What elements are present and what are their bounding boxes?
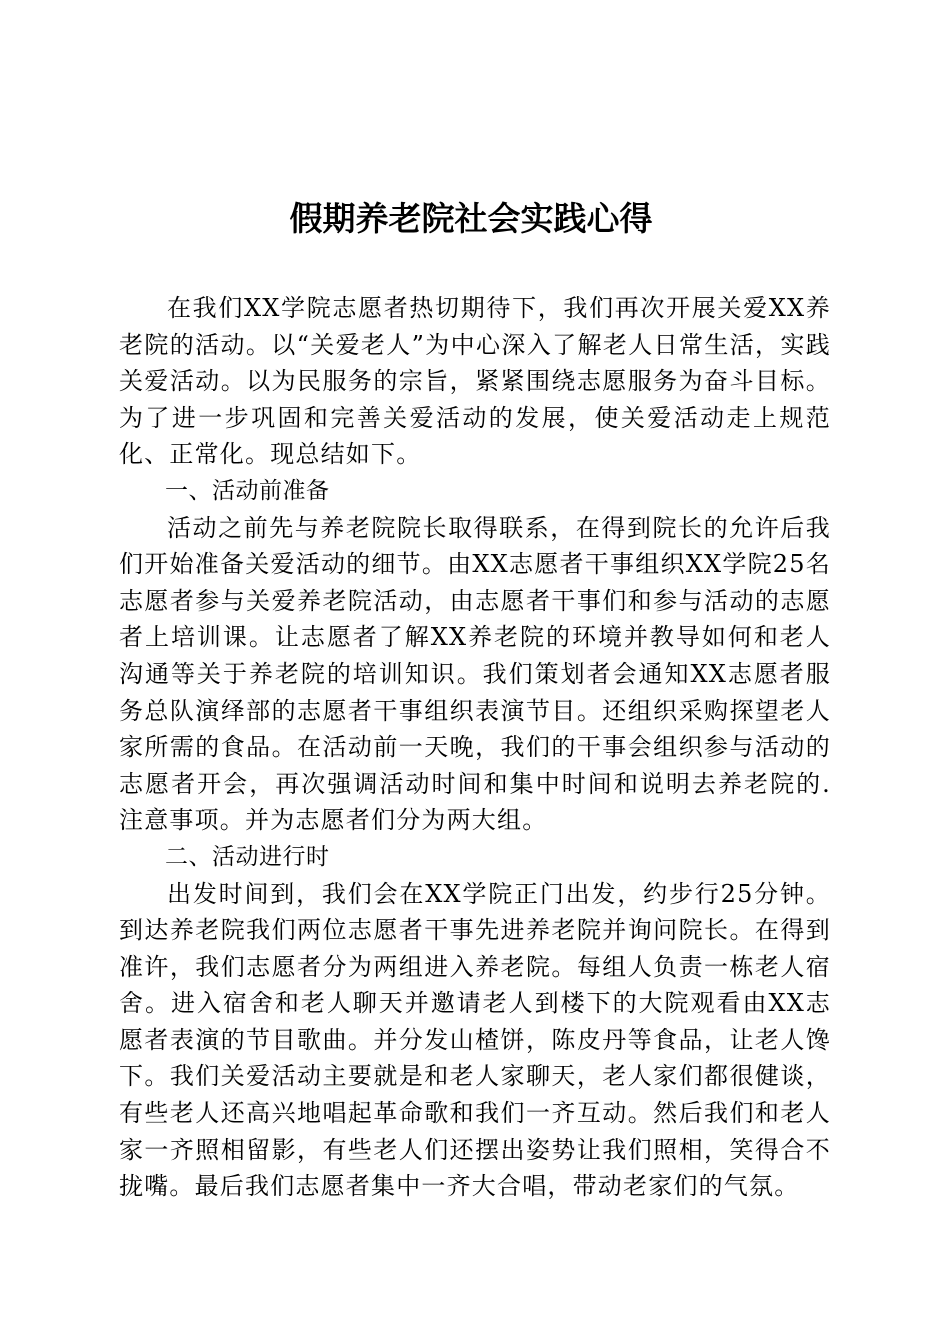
section-heading-preparation: 一、活动前准备 [165,477,330,504]
document-title: 假期养老院社会实践心得 [289,199,653,238]
intro-paragraph: 在我们XX学院志愿者热切期待下，我们再次开展关爱XX养老院的活动。以“关爱老人”为中心深入了解老人日常生活，实践关爱活动。以为民服务的宗旨，紧紧围绕志愿服务为奋斗目标。为了进一步巩固和完善关爱活动的发展，使关爱活动走上规范化、正常化。现总结如下。 [119,294,831,469]
section-heading-activity: 二、活动进行时 [165,843,330,870]
activity-paragraph: 出发时间到，我们会在XX学院正门出发，约步行25分钟。到达养老院我们两位志愿者干事先进养老院并询问院长。在得到准许，我们志愿者分为两组进入养老院。每组人负责一栋老人宿舍。进入宿舍和老人聊天并邀请老人到楼下的大院观看由XX志愿者表演的节目歌曲。并分发山楂饼，陈皮丹等食品，让老人馋下。我们关爱活动主要就是和老人家聊天，老人家们都很健谈，有些老人还高兴地唱起革命歌和我们一齐互动。然后我们和老人家一齐照相留影，有些老人们还摆出姿势让我们照相，笑得合不拢嘴。最后我们志愿者集中一齐大合唱，带动老家们的气氛。 [119,879,831,1201]
document-body [119,290,831,1205]
preparation-paragraph: 活动之前先与养老院院长取得联系，在得到院长的允许后我们开始准备关爱活动的细节。由XX志愿者干事组织XX学院25名志愿者参与关爱养老院活动，由志愿者干事们和参与活动的志愿者上培训课。让志愿者了解XX养老院的环境并教导如何和老人沟通等关于养老院的培训知识。我们策划者会通知XX志愿者服务总队演绎部的志愿者干事组织表演节目。还组织采购探望老人家所需的食品。在活动前一天晚，我们的干事会组织参与活动的志愿者开会，再次强调活动时间和集中时间和说明去养老院的.注意事项。并为志愿者们分为两大组。 [119,513,831,835]
